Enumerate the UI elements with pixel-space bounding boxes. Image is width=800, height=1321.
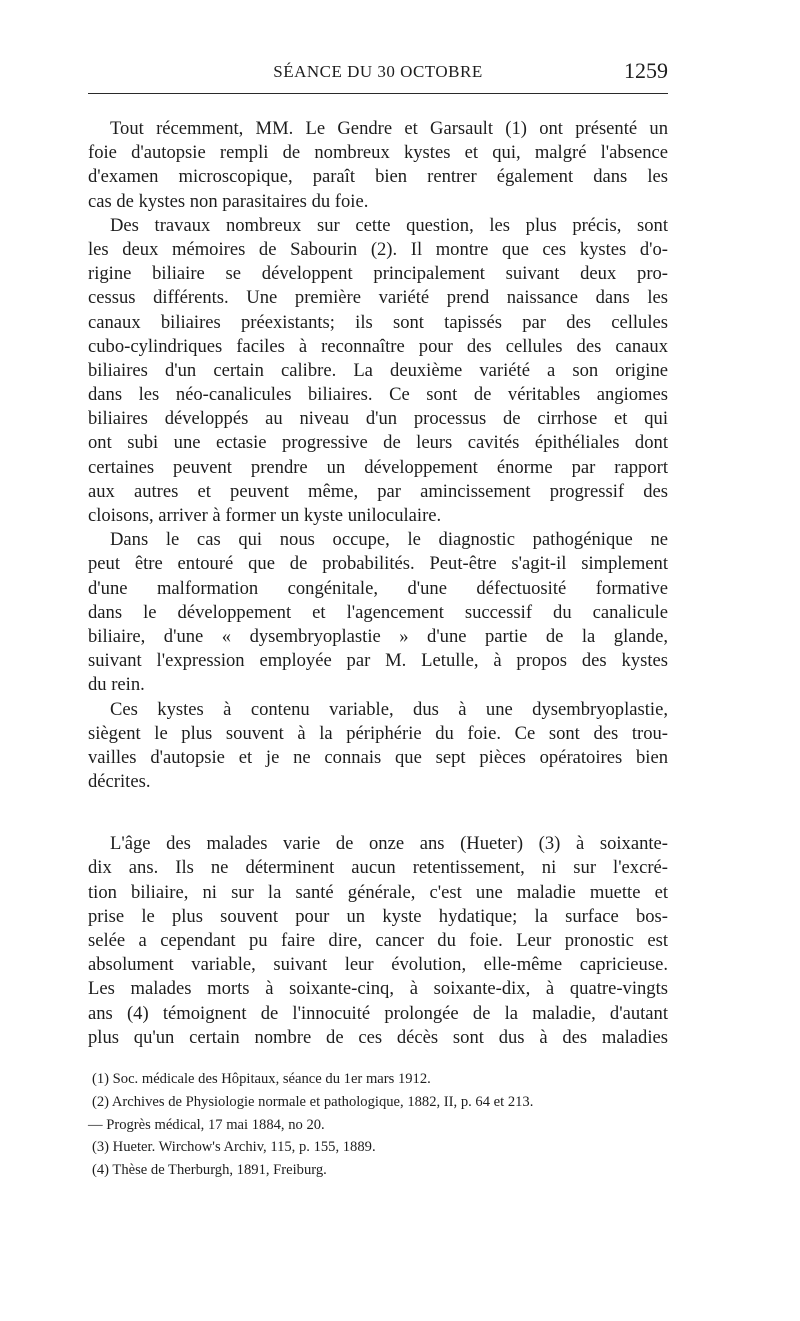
paragraph-5	[88, 832, 668, 1050]
text-line: vailles d'autopsie et je ne connais que sept pièces opératoires bien	[88, 746, 668, 768]
paragraph-3	[88, 528, 668, 697]
text-line: peut être entouré que de probabilités. Peut-être s'agit-il simplement	[88, 553, 668, 575]
text-line: foie d'autopsie rempli de nombreux kystes et qui, malgré l'absence	[88, 142, 668, 164]
text-line: dix ans. Ils ne déterminent aucun retentissement, ni sur l'excré-	[88, 857, 668, 879]
text-line: suivant l'expression employée par M. Letulle, à propos des kystes	[88, 650, 668, 672]
text-line: aux autres et peuvent même, par amincissement progressif des	[88, 480, 668, 502]
text-line: absolument variable, suivant leur évolution, elle-même capricieuse.	[88, 954, 668, 976]
text-line: tion biliaire, ni sur la santé générale, c'est une maladie muette et	[88, 881, 668, 903]
text-line: d'une malformation congénitale, d'une défectuosité formative	[88, 577, 668, 599]
text-line: Ces kystes à contenu variable, dus à une dysembryoplastie,	[110, 698, 668, 720]
text-line: biliaire, d'une « dysembryoplastie » d'une partie de la glande,	[88, 625, 668, 647]
text-line: Les malades morts à soixante-cinq, à soixante-dix, à quatre-vingts	[88, 978, 668, 1000]
page-header	[88, 58, 668, 88]
paragraph-1	[88, 117, 668, 214]
text-line: cas de kystes non parasitaires du foie.	[88, 190, 369, 212]
footnote: (2) Archives de Physiologie normale et pathologique, 1882, II, p. 64 et 213.	[92, 1093, 534, 1110]
text-line: selée a cependant pu faire dire, cancer du foie. Leur pronostic est	[88, 930, 668, 951]
text-line: Des travaux nombreux sur cette question, les plus précis, sont	[110, 214, 668, 236]
text-line: ans (4) témoignent de l'innocuité prolongée de la maladie, d'autant	[88, 1002, 668, 1024]
text-line: ont subi une ectasie progressive de leurs cavités épithéliales dont	[88, 432, 668, 454]
footnote: (4) Thèse de Therburgh, 1891, Freiburg.	[92, 1162, 327, 1179]
footnote: (1) Soc. médicale des Hôpitaux, séance du 1er mars 1912.	[92, 1071, 431, 1087]
text-line: cubo-cylindriques faciles à reconnaître pour des cellules des canaux	[88, 335, 668, 357]
text-line: Dans le cas qui nous occupe, le diagnostic pathogénique ne	[110, 529, 668, 551]
page-number: 1259	[624, 58, 668, 83]
text-line: dans les néo-canalicules biliaires. Ce sont de véritables angiomes	[88, 384, 668, 406]
footnote: — Progrès médical, 17 mai 1884, no 20.	[88, 1116, 325, 1133]
text-line: du rein.	[88, 674, 145, 696]
footnote: (3) Hueter. Wirchow's Archiv, 115, p. 155, 1889.	[92, 1139, 376, 1156]
text-line: décrites.	[88, 771, 151, 793]
section-gap	[88, 794, 668, 832]
text-line: certaines peuvent prendre un développement énorme par rapport	[88, 456, 668, 478]
text-line: dans le développement et l'agencement successif du canalicule	[88, 601, 668, 623]
text-line: Tout récemment, MM. Le Gendre et Garsault (1) ont présenté un	[110, 118, 668, 139]
text-line: L'âge des malades varie de onze ans (Hueter) (3) à soixante-	[110, 833, 668, 855]
paragraph-4	[88, 698, 668, 795]
running-title: SÉANCE DU 30 OCTOBRE	[273, 62, 483, 81]
body-text	[88, 117, 668, 1050]
text-line: d'examen microscopique, paraît bien rentrer également dans les	[88, 166, 668, 188]
text-line: biliaires développés au niveau d'un processus de cirrhose et qui	[88, 408, 668, 430]
footnotes	[88, 1068, 668, 1182]
text-line: cessus différents. Une première variété prend naissance dans les	[88, 287, 668, 309]
text-line: plus qu'un certain nombre de ces décès sont dus à des maladies	[88, 1026, 668, 1048]
header-rule	[88, 93, 668, 94]
text-line: rigine biliaire se développent principalement suivant deux pro-	[88, 263, 668, 285]
text-line: biliaires d'un certain calibre. La deuxième variété a son origine	[88, 359, 668, 381]
paragraph-2	[88, 214, 668, 528]
text-line: cloisons, arriver à former un kyste uniloculaire.	[88, 505, 442, 526]
text-line: prise le plus souvent pour un kyste hydatique; la surface bos-	[88, 905, 668, 927]
text-line: siègent le plus souvent à la périphérie du foie. Ce sont des trou-	[88, 722, 668, 744]
text-line: canaux biliaires préexistants; ils sont tapissés par des cellules	[88, 311, 668, 333]
text-line: les deux mémoires de Sabourin (2). Il montre que ces kystes d'o-	[88, 238, 668, 260]
